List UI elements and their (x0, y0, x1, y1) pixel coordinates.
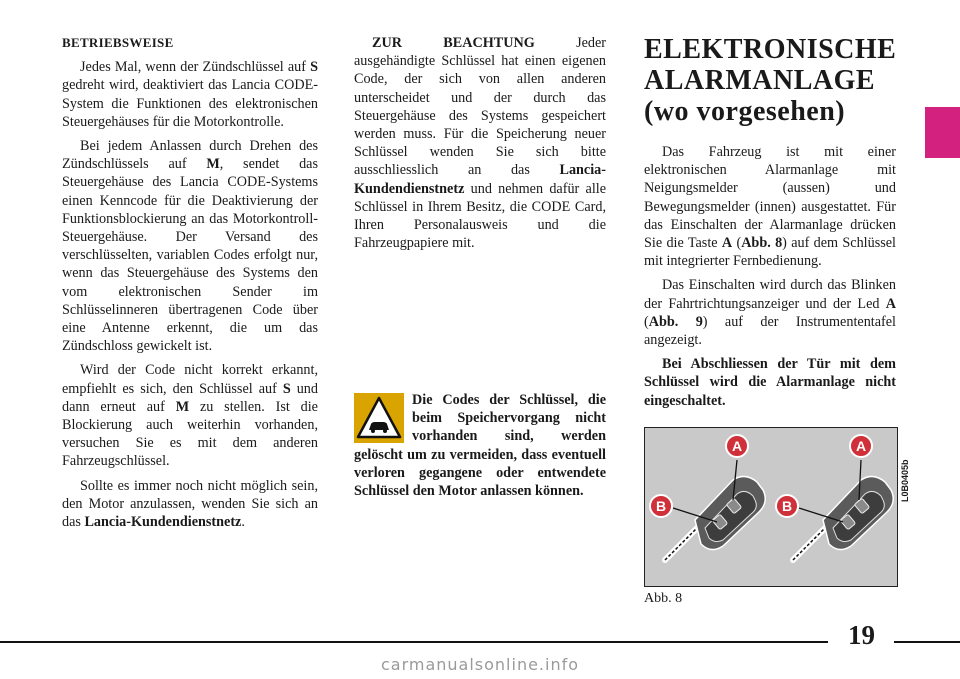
svg-text:A: A (731, 438, 743, 454)
footer-rule-right (894, 641, 960, 643)
paragraph: Das Einschalten wird durch das Blinken der Fahrtrichtungsanzeiger und der Led A (Abb. 9) auf der Instrumententafel angezeigt. (644, 277, 896, 349)
column-note (354, 34, 606, 258)
figure-code: L0B0405b (900, 459, 910, 502)
note-label: ZUR BEACHTUNG (372, 35, 535, 51)
bold-paragraph: Bei Abschliessen der Tür mit dem Schlüssel wird die Alarmanlage nicht eingeschaltet. (644, 356, 896, 409)
watermark: carmanualsonline.info (380, 655, 580, 674)
column-alarm (644, 34, 896, 416)
paragraph: Jedes Mal, wenn der Zündschlüssel auf S gedreht wird, deaktiviert das Lancia CODE-System die Funktionen des elektronischen Steuergehäuses für die Motorkontrolle. (62, 59, 318, 130)
warning-text: Die Codes der Schlüssel, die beim Speichervorgang nicht vorhanden sind, werden gelöscht um zu vermeiden, dass eventuell verloren gegangene oder entwendete Schlüssel den Motor anlassen können. (354, 392, 606, 500)
badge-a-right (850, 435, 872, 457)
column-operation (62, 34, 318, 537)
section-heading-betriebsweise: BETRIEBSWEISE (62, 35, 174, 50)
key-illustration (645, 428, 897, 586)
paragraph: Das Fahrzeug ist mit einer elektronischen Alarmanlage mit Neigungsmelder (aussen) und Bewegungsmelder (innen) ausgestattet. Für das Einschalten der Alarmanlage drücken Sie die Taste A (Abb. 8) auf dem Schlüssel mit integrierter Fernbedienung. (644, 144, 896, 270)
svg-text:A: A (855, 438, 867, 454)
paragraph: Bei jedem Anlassen durch Drehen des Zündschlüssels auf M, sendet das Steuergehäuse des Lancia CODE-Systems einen Kenncode für die Deaktivierung der Funktionsblockierung an das Motorkontroll-Steuergehäuse. Der Versand des verschlüsselten, variablen Codes erfolgt nur, wenn das Steuergehäuse des Systems den vom elektronischen Sender im Schlüsselinneren übertragenen Code über eine Antenne erkennt, die um das Zündschloss gewickelt ist. (62, 138, 318, 355)
paragraph: Sollte es immer noch nicht möglich sein, den Motor anzulassen, wenden Sie sich an das Lancia-Kundendienstnetz. (62, 477, 318, 531)
warning-box (354, 391, 606, 500)
svg-text:B: B (781, 498, 793, 514)
page-number: 19 (848, 620, 875, 650)
key-left (665, 460, 765, 560)
key-right (793, 460, 893, 560)
section-title-alarm: ELEKTRONISCHE ALARMANLAGE (wo vorgesehen) (644, 34, 897, 127)
section-tab-marker (925, 107, 960, 158)
badge-a-left (726, 435, 748, 457)
figure-key-remote (644, 427, 898, 587)
svg-text:B: B (655, 498, 667, 514)
footer-rule-left (0, 641, 828, 643)
paragraph: Wird der Code nicht korrekt erkannt, empfiehlt es sich, den Schlüssel auf S und dann erneut auf M zu stellen. Ist die Blockierung auch weiterhin vorhanden, versuchen Sie es mit dem anderen Fahrzeugschlüssel. (62, 362, 318, 470)
badge-b-right (776, 495, 798, 517)
badge-b-left (650, 495, 672, 517)
car-warning-icon (354, 393, 404, 443)
figure-caption: Abb. 8 (644, 591, 683, 606)
note-paragraph: ZUR BEACHTUNG Jeder ausgehändigte Schlüssel hat einen eigenen Code, der sich von allen anderen unterscheidet und der durch das Steuergehäuse des Systems gespeichert werden muss. Für die Speicherung neuer Schlüssel wenden Sie sich bitte ausschliesslich an das Lancia-Kundendienstnetz und nehmen dafür alle Schlüssel in Ihrem Besitz, die CODE Card, Ihren Personalausweis und die Fahrzeugpapiere mit. (354, 35, 606, 252)
